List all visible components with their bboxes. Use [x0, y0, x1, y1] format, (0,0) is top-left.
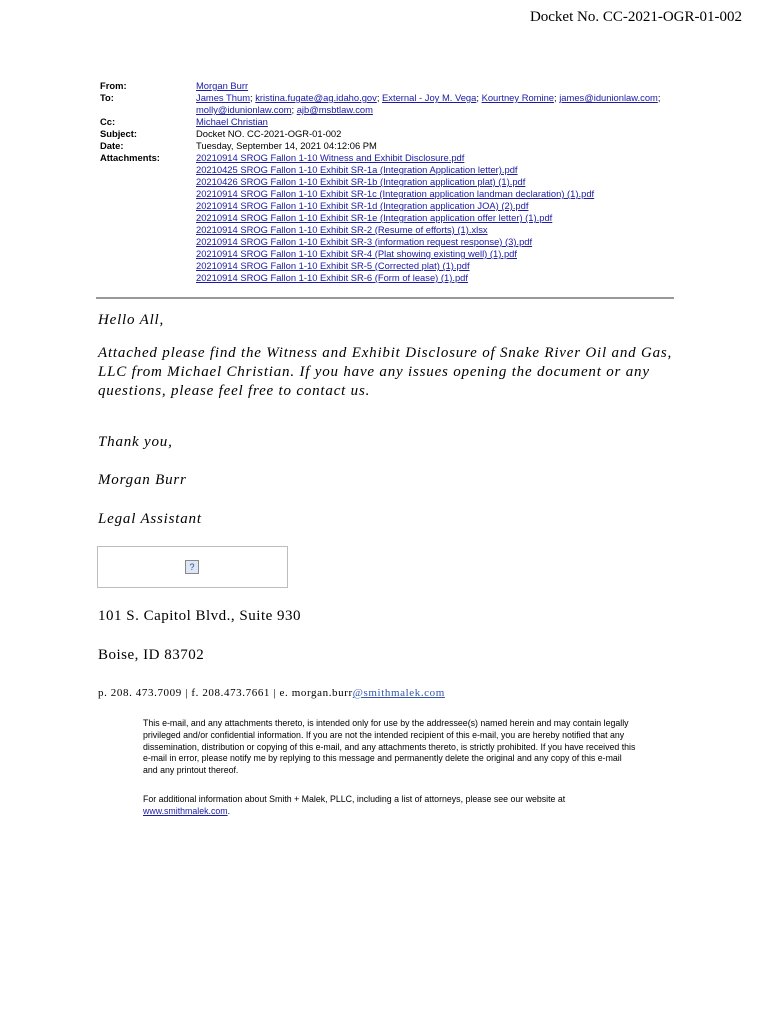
attachment-link[interactable]: 20210426 SROG Fallon 1-10 Exhibit SR-1b (Integration application plat) (1).pdf	[196, 176, 526, 187]
message-paragraph	[98, 344, 672, 401]
paragraph-line: questions, please feel free to contact us.	[98, 383, 371, 399]
subject-row	[100, 128, 675, 140]
subject-value: Docket NO. CC-2021-OGR-01-002	[196, 128, 342, 139]
attachments-row	[100, 152, 675, 284]
subject-label: Subject:	[100, 128, 137, 139]
recipient-link[interactable]: kristina.fugate@ag.idaho.gov	[255, 92, 377, 103]
contact-details: p. 208. 473.7009 | f. 208.473.7661 | e. morgan.burr	[98, 687, 353, 699]
recipient-link[interactable]: External - Joy M. Vega	[382, 92, 477, 103]
website-suffix: .	[227, 805, 231, 816]
attachment-link[interactable]: 20210914 SROG Fallon 1-10 Exhibit SR-2 (Resume of efforts) (1).xlsx	[196, 224, 488, 235]
firm-info	[143, 794, 678, 818]
recipient-link[interactable]: ajb@msbtlaw.com	[296, 104, 373, 115]
attachment-link[interactable]: 20210914 SROG Fallon 1-10 Exhibit SR-6 (Form of lease) (1).pdf	[196, 272, 468, 283]
website-link[interactable]: www.smithmalek.com	[143, 805, 228, 816]
greeting: Hello All,	[98, 312, 165, 328]
attachment-link[interactable]: 20210914 SROG Fallon 1-10 Exhibit SR-1e (Integration application offer letter) (1).pdf	[196, 212, 553, 223]
to-recipients: James Thum; kristina.fugate@ag.idaho.gov; External - Joy M. Vega; Kourtney Romine; james@idunionlaw.com; molly@idunionlaw.com; ajb@msbtlaw.com	[196, 92, 661, 115]
email-domain-link[interactable]: @smithmalek.com	[352, 687, 445, 699]
date-value: Tuesday, September 14, 2021 04:12:06 PM	[196, 140, 377, 151]
attachment-link[interactable]: 20210914 SROG Fallon 1-10 Exhibit SR-1d (Integration application JOA) (2).pdf	[196, 200, 529, 211]
firm-info-line: For additional information about Smith + Malek, PLLC, including a list of attorneys, please see our website at	[143, 794, 566, 804]
disclaimer-line: e-mail in error, please notify me by replying to this message and permanently delete the original and any copy of this e-mail	[143, 753, 622, 764]
cc-row	[100, 116, 675, 128]
question-mark-icon: ?	[185, 560, 199, 574]
email-header	[100, 80, 675, 284]
closing: Thank you,	[98, 434, 173, 450]
recipient-link[interactable]: Kourtney Romine	[481, 92, 554, 103]
disclaimer-line: privileged and/or confidential information. If you are not the intended recipient of this e-mail, you are hereby notified that any	[143, 729, 625, 740]
attachments-label: Attachments:	[100, 152, 160, 163]
header-divider	[96, 297, 674, 299]
from-sender-link[interactable]: Morgan Burr	[196, 80, 249, 91]
attachment-link[interactable]: 20210914 SROG Fallon 1-10 Exhibit SR-3 (information request response) (3).pdf	[196, 236, 533, 247]
to-row	[100, 92, 675, 116]
sender-name: Morgan Burr	[98, 472, 187, 488]
attachment-link[interactable]: 20210914 SROG Fallon 1-10 Exhibit SR-1c (Integration application landman declaration) (1).pdf	[196, 188, 595, 199]
recipient-link[interactable]: molly@idunionlaw.com	[196, 104, 292, 115]
paragraph-line: LLC from Michael Christian. If you have any issues opening the document or any	[98, 364, 650, 380]
address-line-2: Boise, ID 83702	[98, 647, 205, 663]
attachments-list	[196, 152, 675, 284]
paragraph-line: Attached please find the Witness and Exhibit Disclosure of Snake River Oil and Gas,	[98, 345, 673, 361]
disclaimer-line: and any printout thereof.	[143, 765, 239, 776]
disclaimer-line: This e-mail, and any attachments thereto, is intended only for use by the addressee(s) named herein and may contain legally	[143, 718, 629, 728]
disclaimer-line: dissemination, distribution or copying of this e-mail, and any attachments thereto, is strictly prohibited. If you have received this	[143, 741, 636, 752]
attachment-link[interactable]: 20210425 SROG Fallon 1-10 Exhibit SR-1a (Integration Application letter).pdf	[196, 164, 518, 175]
attachment-link[interactable]: 20210914 SROG Fallon 1-10 Exhibit SR-4 (Plat showing existing well) (1).pdf	[196, 248, 517, 259]
contact-line	[98, 687, 445, 699]
recipient-link[interactable]: James Thum	[196, 92, 251, 103]
from-label: From:	[100, 80, 127, 91]
attachment-link[interactable]: 20210914 SROG Fallon 1-10 Witness and Exhibit Disclosure.pdf	[196, 152, 465, 163]
from-row	[100, 80, 675, 92]
address-line-1: 101 S. Capitol Blvd., Suite 930	[98, 608, 302, 624]
date-row	[100, 140, 675, 152]
to-label: To:	[100, 92, 114, 103]
signature-logo-placeholder	[97, 546, 288, 588]
cc-label: Cc:	[100, 116, 116, 127]
attachment-link[interactable]: 20210914 SROG Fallon 1-10 Exhibit SR-5 (Corrected plat) (1).pdf	[196, 260, 470, 271]
docket-number: Docket No. CC-2021-OGR-01-002	[529, 9, 742, 25]
cc-recipient-link[interactable]: Michael Christian	[196, 116, 268, 127]
recipient-link[interactable]: james@idunionlaw.com	[559, 92, 658, 103]
sender-title: Legal Assistant	[98, 511, 202, 527]
date-label: Date:	[100, 140, 124, 151]
confidentiality-disclaimer	[143, 718, 678, 777]
